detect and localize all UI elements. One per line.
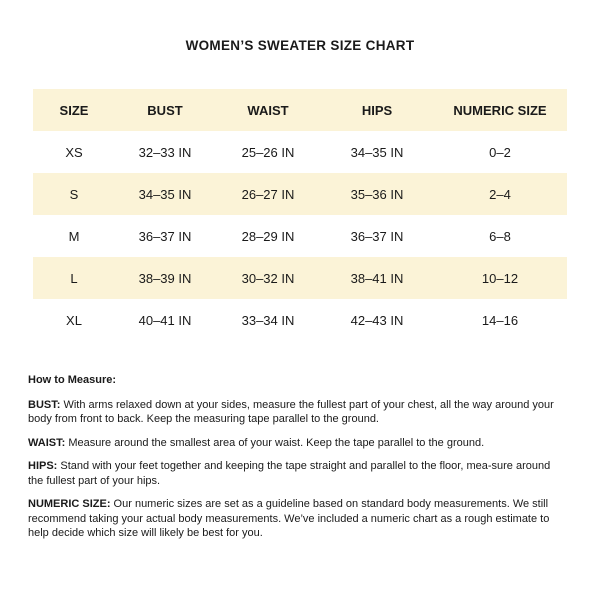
how-to-measure-heading: How to Measure: xyxy=(28,374,117,386)
cell-bust: 38–39 IN xyxy=(138,270,192,286)
bust-text: With arms relaxed down at your sides, measure the fullest part of your chest, all the way around your body from front to back. Keep the measuring tape parallel to the ground. xyxy=(28,398,554,425)
cell-bust: 32–33 IN xyxy=(138,144,192,160)
cell-waist: 33–34 IN xyxy=(241,312,295,328)
hips-instructions xyxy=(28,459,568,488)
cell-size: L xyxy=(70,270,78,286)
cell-numeric: 2–4 xyxy=(489,186,511,202)
table-row xyxy=(33,173,567,215)
page-title: WOMEN’S SWEATER SIZE CHART xyxy=(185,38,415,53)
cell-hips: 35–36 IN xyxy=(350,186,404,202)
cell-waist: 26–27 IN xyxy=(241,186,295,202)
table-header-row xyxy=(33,89,567,131)
table-row xyxy=(33,257,567,299)
numeric-size-instructions xyxy=(28,497,568,541)
cell-bust: 34–35 IN xyxy=(138,186,192,202)
cell-bust: 40–41 IN xyxy=(138,312,192,328)
cell-numeric: 10–12 xyxy=(481,270,519,286)
numeric-size-label: NUMERIC SIZE: xyxy=(28,498,111,510)
header-bust: BUST xyxy=(147,102,183,118)
waist-text: Measure around the smallest area of your waist. Keep the tape parallel to the ground. xyxy=(65,436,485,449)
cell-hips: 34–35 IN xyxy=(350,144,404,160)
bust-instructions xyxy=(28,398,568,427)
table-row xyxy=(33,215,567,257)
cell-hips: 42–43 IN xyxy=(350,312,404,328)
cell-waist: 25–26 IN xyxy=(241,144,295,160)
cell-numeric: 6–8 xyxy=(489,228,511,244)
table-row xyxy=(33,299,567,341)
waist-label: WAIST: xyxy=(28,436,66,449)
size-chart-table xyxy=(33,89,567,341)
header-waist: WAIST xyxy=(247,102,289,118)
cell-numeric: 0–2 xyxy=(489,144,511,160)
header-size: SIZE xyxy=(59,102,89,118)
table-row xyxy=(33,131,567,173)
cell-size: XS xyxy=(65,144,83,160)
cell-waist: 30–32 IN xyxy=(241,270,295,286)
cell-bust: 36–37 IN xyxy=(138,228,192,244)
numeric-size-text: Our numeric sizes are set as a guideline based on standard body measurements. We still recommend taking your actual body measurements. We’ve included a numeric chart as a rough estimate to help decide which size will likely be best for you. xyxy=(28,498,550,539)
hips-text: Stand with your feet together and keeping the tape straight and parallel to the floor, mea-sure around the fullest part of your hips. xyxy=(28,460,551,487)
cell-size: M xyxy=(68,228,80,244)
cell-numeric: 14–16 xyxy=(481,312,519,328)
cell-size: XL xyxy=(66,312,82,328)
header-hips: HIPS xyxy=(361,102,393,118)
hips-label: HIPS: xyxy=(28,460,58,472)
cell-hips: 36–37 IN xyxy=(350,228,404,244)
cell-hips: 38–41 IN xyxy=(350,270,404,286)
bust-label: BUST: xyxy=(28,398,61,411)
cell-waist: 28–29 IN xyxy=(241,228,295,244)
waist-instructions xyxy=(28,436,568,451)
how-to-measure-section xyxy=(28,373,568,550)
cell-size: S xyxy=(69,186,79,202)
header-numeric-size: NUMERIC SIZE xyxy=(453,102,547,118)
